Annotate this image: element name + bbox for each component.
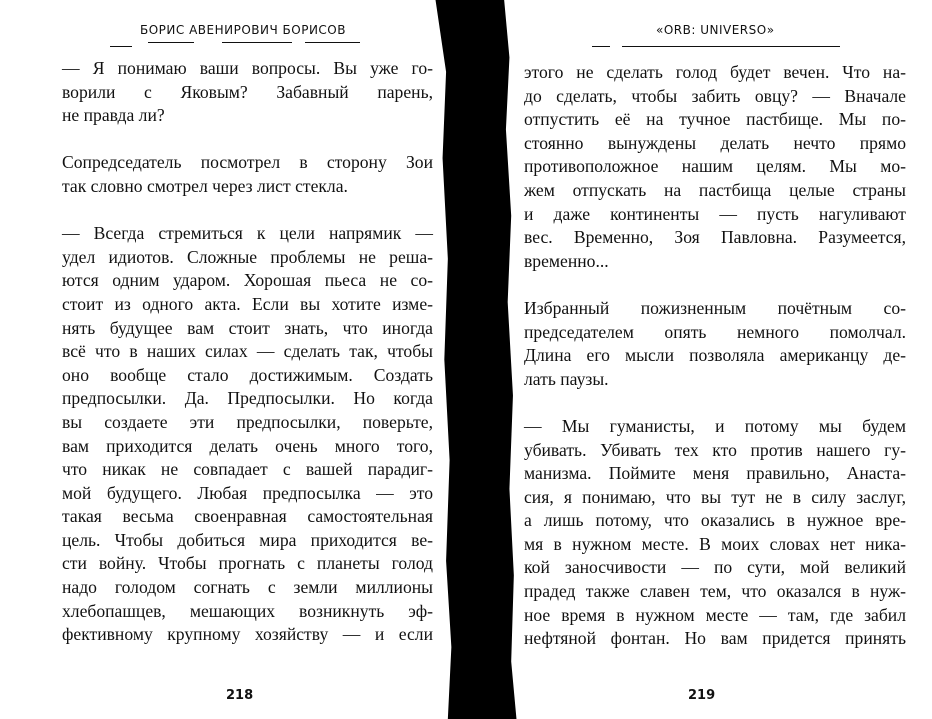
text-line: лать паузы. [524,368,609,389]
text-line: кой заносчивости — по сути, мой великий [524,557,906,578]
left-head-rule [110,46,132,47]
text-line: хлебопашцев, мешающих возникнуть эф- [62,600,433,621]
text-line: мой будущего. Любая предпосылка — это [62,482,433,503]
right-running-head: «ORB: UNIVERSO» [656,23,775,37]
text-line: убивать. Убивать тех кто против нашего гу- [524,439,906,460]
text-line: что никак не совпадает с вашей парадиг- [62,459,433,480]
text-line: — Всегда стремиться к цели напрямик — [62,223,433,244]
text-line: не правда ли? [62,105,165,126]
text-line: сия, я понимаю, что вы тут не в силу заслуг, [524,486,906,507]
text-line: стоянно вынуждены делать нечто прямо [524,132,906,153]
text-line: и даже континенты — пусть нагуливают [524,203,906,224]
right-head-rule [622,46,840,47]
text-line: стоит из одного акта. Если вы хотите изме- [62,293,433,314]
text-line: до сделать, чтобы забить овцу? — Вначале [524,85,906,106]
text-line: отпустить её на тучное пастбище. Мы по- [524,109,906,130]
text-line: манизма. Поймите меня правильно, Анаста- [524,463,906,484]
paragraph-gap [524,273,906,297]
text-line: удел идиотов. Сложные проблемы не реша- [62,246,433,267]
right-head-rule [592,46,610,47]
paragraph-gap [524,391,906,415]
text-line: Избранный пожизненным почётным со- [524,297,906,318]
text-line: вес. Временно, Зоя Павловна. Разумеется, [524,227,906,248]
left-head-rule [148,42,194,43]
book-gutter-shadow [432,0,520,719]
left-body-text [62,57,433,647]
text-line: — Я понимаю ваши вопросы. Вы уже го- [62,58,433,78]
paragraph-gap [62,128,433,152]
text-line: всё что в наших силах — сделать так, чтобы [62,341,433,362]
right-page-number: 219 [688,688,716,703]
text-line: ное время в нужном месте — там, где забил [524,604,906,625]
text-line: так словно смотрел через лист стекла. [62,175,348,196]
text-line: вы создаете эти предпосылки, поверьте, [62,411,433,432]
text-line: этого не сделать голод будет вечен. Что на- [524,62,906,82]
text-line: цель. Чтобы добиться мира приходится ве- [62,529,433,550]
text-line: Длина его мысли позволяла американцу де- [524,345,906,366]
paragraph-gap [62,199,433,223]
text-line: временно... [524,250,609,271]
text-line: ворили с Яковым? Забавный парень, [62,81,433,102]
text-line: надо голодом согнать с земли миллионы [62,577,433,598]
left-page-number: 218 [226,688,254,703]
text-line: Сопредседатель посмотрел в сторону Зои [62,152,433,173]
text-line: вам приходится делать очень много того, [62,435,433,456]
left-head-rule [222,42,292,43]
left-head-rule [305,42,360,43]
text-line: нефтяной фонтан. Но вам придется принять [524,628,906,649]
text-line: оно вообще стало достижимым. Создать [62,364,433,385]
right-body-text [524,61,906,651]
text-line: нять будущее вам стоит знать, что иногда [62,317,433,338]
text-line: прадед также славен тем, что оказался в нуж- [524,581,906,602]
text-line: жем отпускать на пастбища целые страны [524,179,906,200]
text-line: противоположное нашим целям. Мы мо- [524,156,906,177]
text-line: — Мы гуманисты, и потому мы будем [524,415,906,436]
text-line: ются одним ударом. Хорошая пьеса не со- [62,270,433,291]
text-line: такая весьма своенравная самостоятельная [62,506,433,527]
text-line: предпосылки. Да. Предпосылки. Но когда [62,388,433,409]
text-line: председателем опять немного помолчал. [524,321,906,342]
text-line: мя в нужном месте. В моих словах нет ника- [524,533,906,554]
left-running-head: БОРИС АВЕНИРОВИЧ БОРИСОВ [140,23,346,37]
text-line: сти войну. Чтобы прогнать с планеты голод [62,553,433,574]
text-line: фективному крупному хозяйству — и если [62,624,433,645]
text-line: а лишь потому, что оказались в нужное вре- [524,510,906,531]
